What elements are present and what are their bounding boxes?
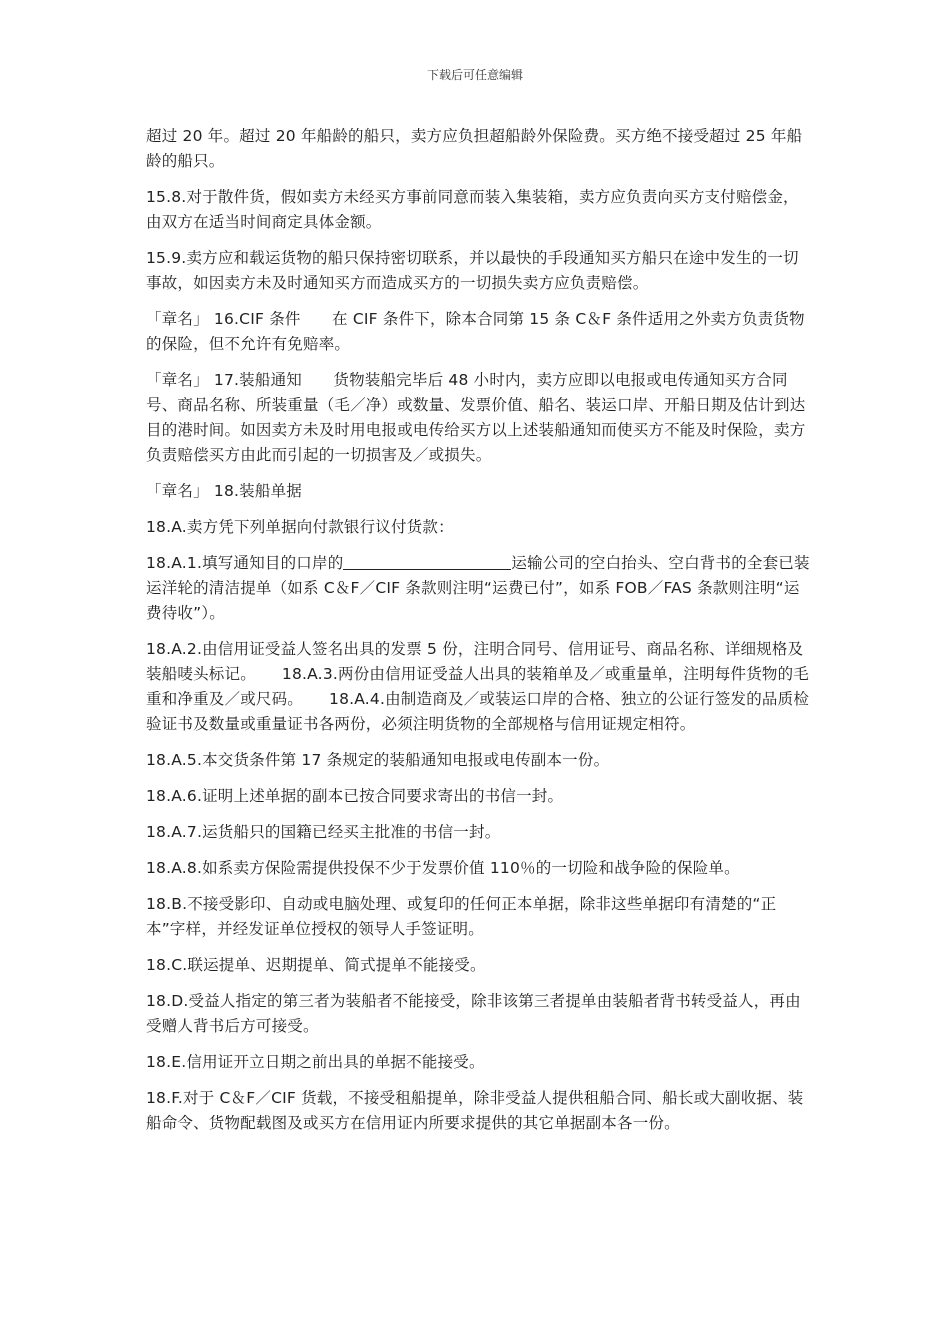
paragraph-ship-age: 超过 20 年。超过 20 年船龄的船只，卖方应负担超船龄外保险费。买方绝不接受超过 25 年船龄的船只。: [146, 127, 803, 170]
paragraph-18-b: 18.B.不接受影印、自动或电脑处理、或复印的任何正本单据，除非这些单据印有清楚的“正本”字样，并经发证单位授权的领导人手签证明。: [146, 895, 777, 938]
paragraph-15-9: 15.9.卖方应和载运货物的船只保持密切联系，并以最快的手段通知买方船只在途中发生的一切事故，如因卖方未及时通知买方而造成买方的一切损失卖方应负责赔偿。: [146, 249, 799, 292]
paragraph-18-f: 18.F.对于 C＆F／CIF 货载，不接受租船提单，除非受益人提供租船合同、船长或大副收据、装船命令、货物配载图及或买方在信用证内所要求提供的其它单据副本各一份。: [146, 1089, 804, 1132]
paragraph-18-a-2: 18.A.2.由信用证受益人签名出具的发票 5 份，注明合同号、信用证号、商品名称、详细规格及装船唛头标记。: [146, 640, 804, 683]
paragraph-18-e: 18.E.信用证开立日期之前出具的单据不能接受。: [146, 1053, 485, 1071]
paragraph-16-cif: 「章名」 16.CIF 条件 在 CIF 条件下，除本合同第 15 条 C＆F 条件适用之外卖方负责货物的保险，但不允许有免赔率。: [146, 310, 805, 353]
paragraph-18-a: 18.A.卖方凭下列单据向付款银行议付货款：: [146, 518, 454, 536]
paragraph-15-8: 15.8.对于散件货，假如卖方未经买方事前同意而装入集装箱，卖方应负责向买方支付赔偿金，由双方在适当时间商定具体金额。: [146, 188, 799, 231]
paragraph-18-a-6: 18.A.6.证明上述单据的副本已按合同要求寄出的书信一封。: [146, 787, 564, 805]
paragraph-18-a-3: 18.A.3.两份由信用证受益人出具的装箱单及／或重量单，注明每件货物的毛重和净重及／或尺码。: [146, 665, 810, 708]
paragraph-18-a-7: 18.A.7.运货船只的国籍已经买主批准的书信一封。: [146, 823, 501, 841]
paragraph-18-a-5: 18.A.5.本交货条件第 17 条规定的装船通知电报或电传副本一份。: [146, 751, 610, 769]
paragraph-18-heading: 「章名」 18.装船单据: [146, 482, 302, 500]
paragraph-18-d: 18.D.受益人指定的第三者为装船者不能接受，除非该第三者提单由装船者背书转受益人，再由受赠人背书后方可接受。: [146, 992, 801, 1035]
paragraph-18-a-8: 18.A.8.如系卖方保险需提供投保不少于发票价值 110％的一切险和战争险的保险单。: [146, 859, 740, 877]
paragraph-18-c: 18.C.联运提单、迟期提单、简式提单不能接受。: [146, 956, 486, 974]
paragraph-18-a-2-4: [146, 637, 810, 737]
page-header: 下载后可任意编辑: [426, 68, 523, 82]
fill-in-blank-line: [343, 551, 511, 570]
paragraph-18-a-1-after: 运输公司的空白抬头、空白背书的全套已装运洋轮的清洁提单（如系 C＆F／CIF 条款则注明“运费已付”，如系 FOB／FAS 条款则注明“运费待收”）。: [146, 554, 810, 622]
paragraph-18-a-4: 18.A.4.由制造商及／或装运口岸的合格、独立的公证行签发的品质检验证书及数量或重量证书各两份，必须注明货物的全部规格与信用证规定相符。: [146, 690, 810, 733]
paragraph-18-a-1: [146, 551, 810, 626]
paragraph-17-shipping-notice: 「章名」 17.装船通知 货物装船完毕后 48 小时内，卖方应即以电报或电传通知买方合同号、商品名称、所装重量（毛／净）或数量、发票价值、船名、装运口岸、开船日期及估计到达目的港时间。如因卖方未及时用电报或电传给买方以上述装船通知而使买方不能及时保险，卖方负责赔偿买方由此而引起的一切损害及／或损失。: [146, 371, 806, 464]
paragraph-18-a-1-before: 18.A.1.填写通知目的口岸的: [146, 554, 344, 572]
document-body: [146, 124, 810, 1147]
